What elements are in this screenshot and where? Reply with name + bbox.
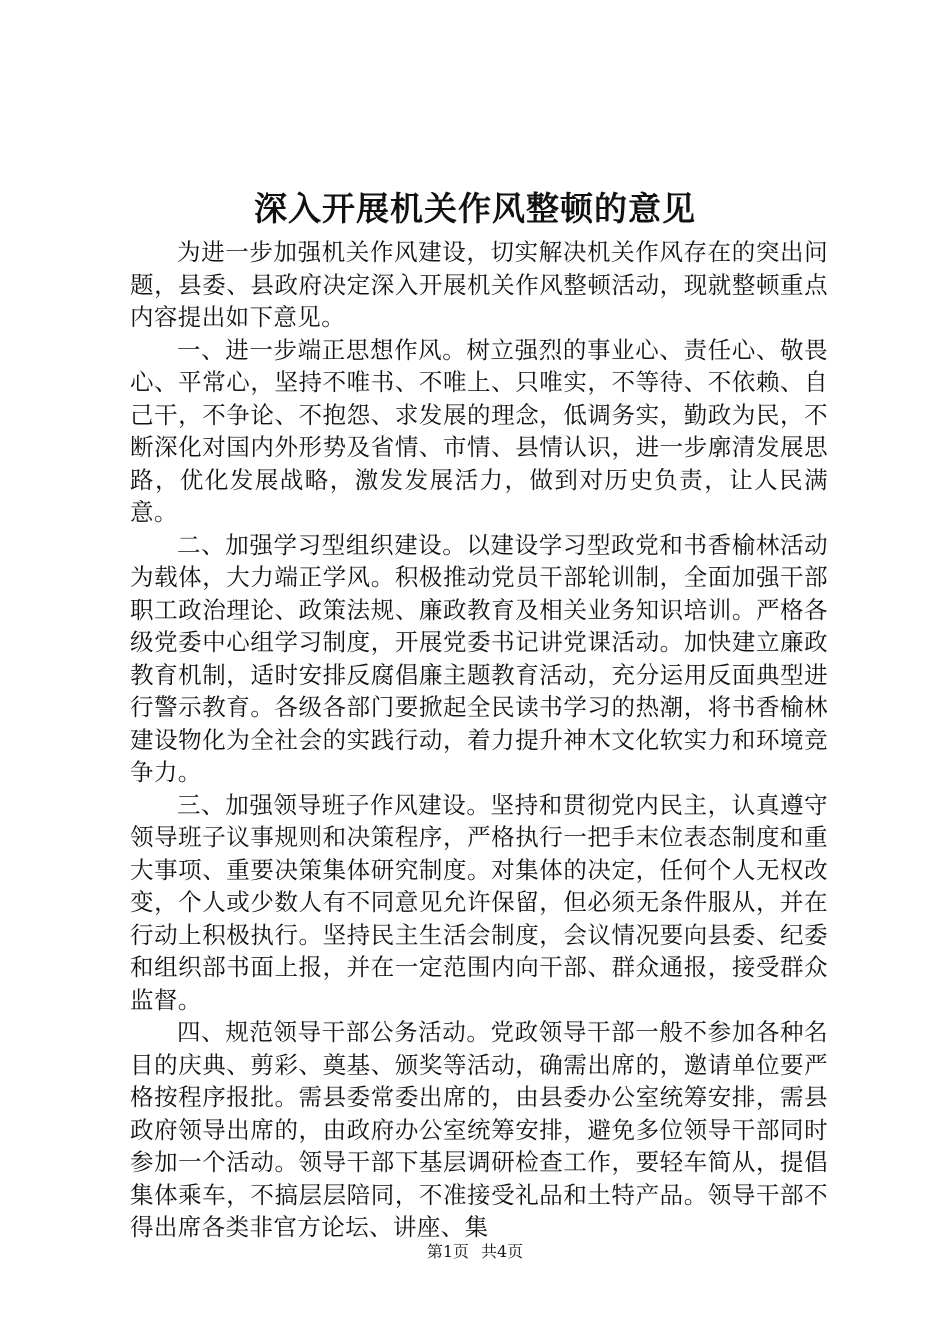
paragraph-section-3: 三、加强领导班子作风建设。坚持和贯彻党内民主，认真遵守领导班子议事规则和决策程序，严格执行一把手末位表态制度和重大事项、重要决策集体研究制度。对集体的决定，任何个人无权改变，个人或少数人有不同意见允许保留，但必须无条件服从，并在行动上积极执行。坚持民主生活会制度，会议情况要向县委、纪委和组织部书面上报，并在一定范围内向干部、群众通报，接受群众监督。 (130, 790, 828, 1014)
document-body (130, 236, 828, 1244)
page-number-total: 共4页 (481, 1242, 524, 1261)
paragraph-section-2: 二、加强学习型组织建设。以建设学习型政党和书香榆林活动为载体，大力端正学风。积极推动党员干部轮训制，全面加强干部职工政治理论、政策法规、廉政教育及相关业务知识培训。严格各级党委中心组学习制度，开展党委书记讲党课活动。加快建立廉政教育机制，适时安排反腐倡廉主题教育活动，充分运用反面典型进行警示教育。各级各部门要掀起全民读书学习的热潮，将书香榆林建设物化为全社会的实践行动，着力提升神木文化软实力和环境竞争力。 (130, 530, 828, 786)
paragraph-intro: 为进一步加强机关作风建设，切实解决机关作风存在的突出问题，县委、县政府决定深入开展机关作风整顿活动，现就整顿重点内容提出如下意见。 (130, 238, 828, 331)
document-title: 深入开展机关作风整顿的意见 (254, 189, 696, 228)
paragraph-section-4: 四、规范领导干部公务活动。党政领导干部一般不参加各种名目的庆典、剪彩、奠基、颁奖等活动，确需出席的，邀请单位要严格按程序报批。需县委常委出席的，由县委办公室统筹安排，需县政府领导出席的，由政府办公室统筹安排，避免多位领导干部同时参加一个活动。领导干部下基层调研检查工作，要轻车简从，提倡集体乘车，不搞层层陪同，不准接受礼品和土特产品。领导干部不得出席各类非官方论坛、讲座、集 (130, 1018, 828, 1241)
page-footer (0, 1240, 950, 1264)
paragraph-section-1: 一、进一步端正思想作风。树立强烈的事业心、责任心、敬畏心、平常心，坚持不唯书、不唯上、只唯实，不等待、不依赖、自己干，不争论、不抱怨、求发展的理念，低调务实，勤政为民，不断深化对国内外形势及省情、市情、县情认识，进一步廓清发展思路，优化发展战略，激发发展活力，做到对历史负责，让人民满意。 (130, 335, 828, 526)
page-number-current: 第1页 (426, 1242, 469, 1261)
